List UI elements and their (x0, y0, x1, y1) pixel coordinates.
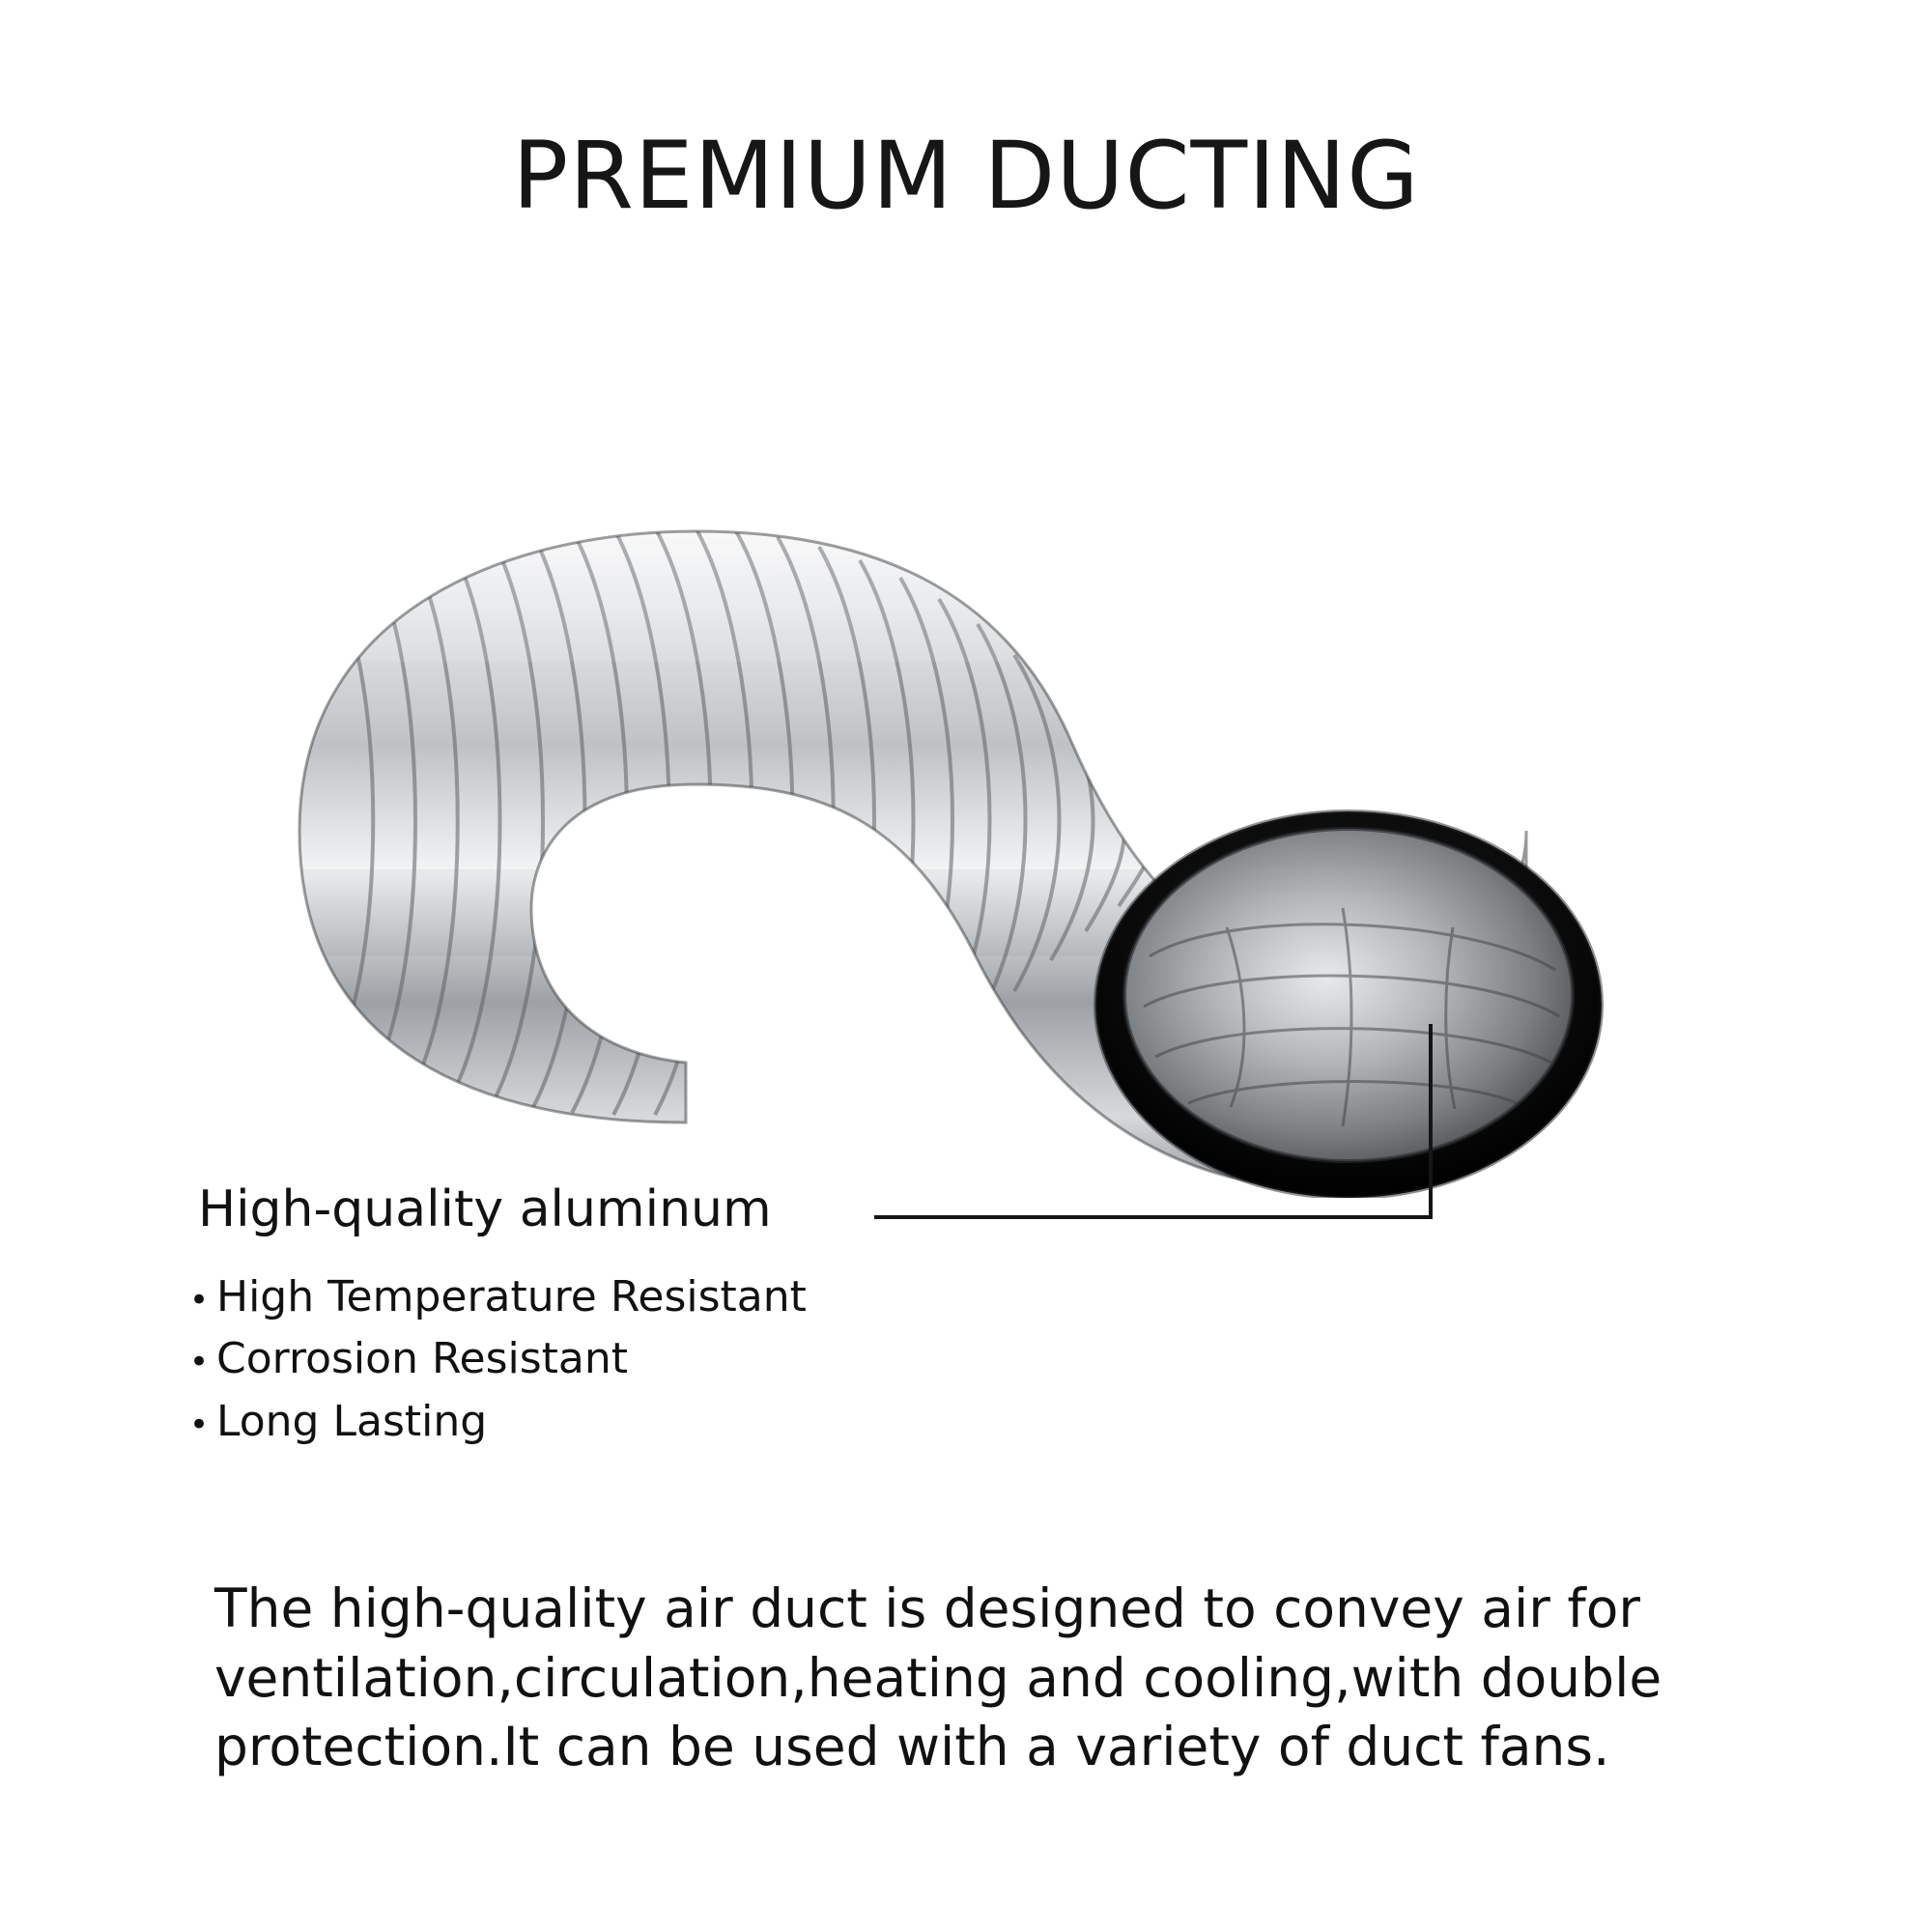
feature-text: Long Lasting (216, 1396, 488, 1446)
feature-list (189, 1270, 1252, 1457)
ducting-hose-illustration (242, 290, 1690, 1198)
callout-label-aluminum: High-quality aluminum (198, 1180, 772, 1238)
feature-text: Corrosion Resistant (216, 1334, 629, 1384)
callout-leader-vertical (1429, 1024, 1433, 1217)
list-item (189, 1332, 1252, 1386)
bullet-dot-icon: • (189, 1405, 210, 1444)
product-image (242, 290, 1690, 1198)
callout-leader-horizontal (874, 1215, 1433, 1219)
duct-open-end (1095, 811, 1602, 1198)
list-item (189, 1395, 1252, 1449)
feature-text: High Temperature Resistant (216, 1272, 807, 1321)
bullet-dot-icon: • (189, 1281, 210, 1320)
product-description: The high-quality air duct is designed to convey air for ventilation,circulation,heating and cooling,with double protection.It can be used with a variety of duct fans. (214, 1577, 1662, 1777)
bullet-dot-icon: • (189, 1343, 210, 1382)
page-title: PREMIUM DUCTING (512, 122, 1420, 230)
list-item (189, 1270, 1252, 1324)
